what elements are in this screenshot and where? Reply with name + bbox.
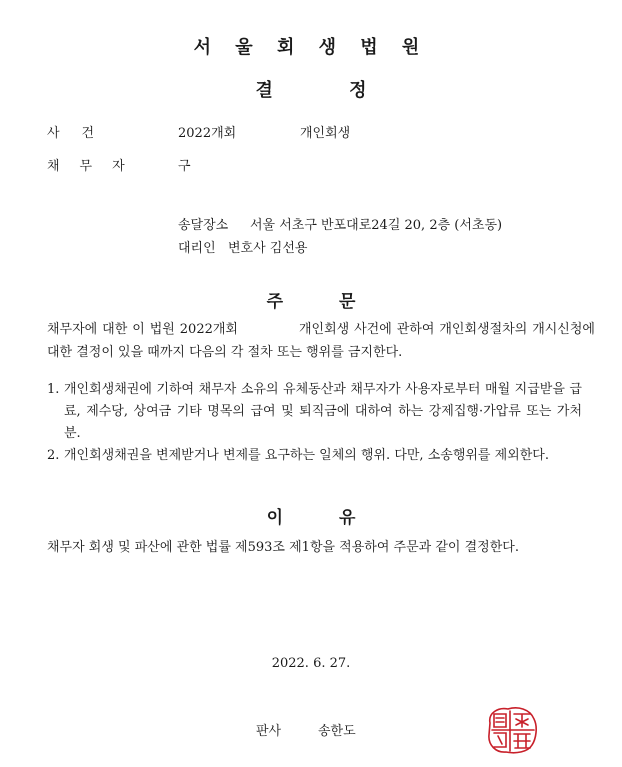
service-address: 서울 서초구 반포대로24길 20, 2층 (서초동) xyxy=(250,218,503,233)
agent-label: 대리인 xyxy=(178,241,216,256)
case-name: 개인회생 xyxy=(300,126,351,141)
item-text: 개인회생채권에 기하여 채무자 소유의 유체동산과 채무자가 사용자로부터 매월 지급받을 급료, 제수당, 상여금 기타 명목의 급여 및 퇴직금에 대하여 하는 강제집행·가압류 또는 가처분. xyxy=(64,382,582,441)
court-name: 서 울 회 생 법 원 xyxy=(193,37,429,58)
service-address-label: 송달장소 xyxy=(178,218,229,233)
decision-date: 2022. 6. 27. xyxy=(271,656,351,671)
reason-text: 채무자 회생 및 파산에 관한 법률 제593조 제1항을 적용하여 주문과 같이 결정한다. xyxy=(47,540,519,555)
order-intro: 채무자에 대한 이 법원 2022개회 개인회생 사건에 관하여 개인회생절차의 개시신청에 대한 결정이 있을 때까지 다음의 각 절차 또는 행위를 금지한다. xyxy=(47,322,595,360)
case-label: 사건 xyxy=(47,126,117,141)
judge-name: 송한도 xyxy=(318,724,356,739)
agent-name: 변호사 김선용 xyxy=(228,241,308,256)
order-items xyxy=(47,379,582,467)
item-number: 1. xyxy=(47,382,60,397)
judge-seal-icon xyxy=(484,705,540,755)
list-item xyxy=(47,445,582,467)
reason-heading: 이 유 xyxy=(266,508,356,528)
document-type: 결 정 xyxy=(255,80,367,101)
case-number: 2022개회 xyxy=(178,126,237,141)
debtor-label: 채무자 xyxy=(47,159,145,174)
judge-title: 판사 xyxy=(256,724,282,739)
item-text: 개인회생채권을 변제받거나 변제를 요구하는 일체의 행위. 다만, 소송행위를 제외한다. xyxy=(64,448,549,463)
order-heading: 주 문 xyxy=(266,292,356,312)
debtor-name: 구 xyxy=(178,159,191,174)
item-number: 2. xyxy=(47,448,60,463)
list-item xyxy=(47,379,582,445)
